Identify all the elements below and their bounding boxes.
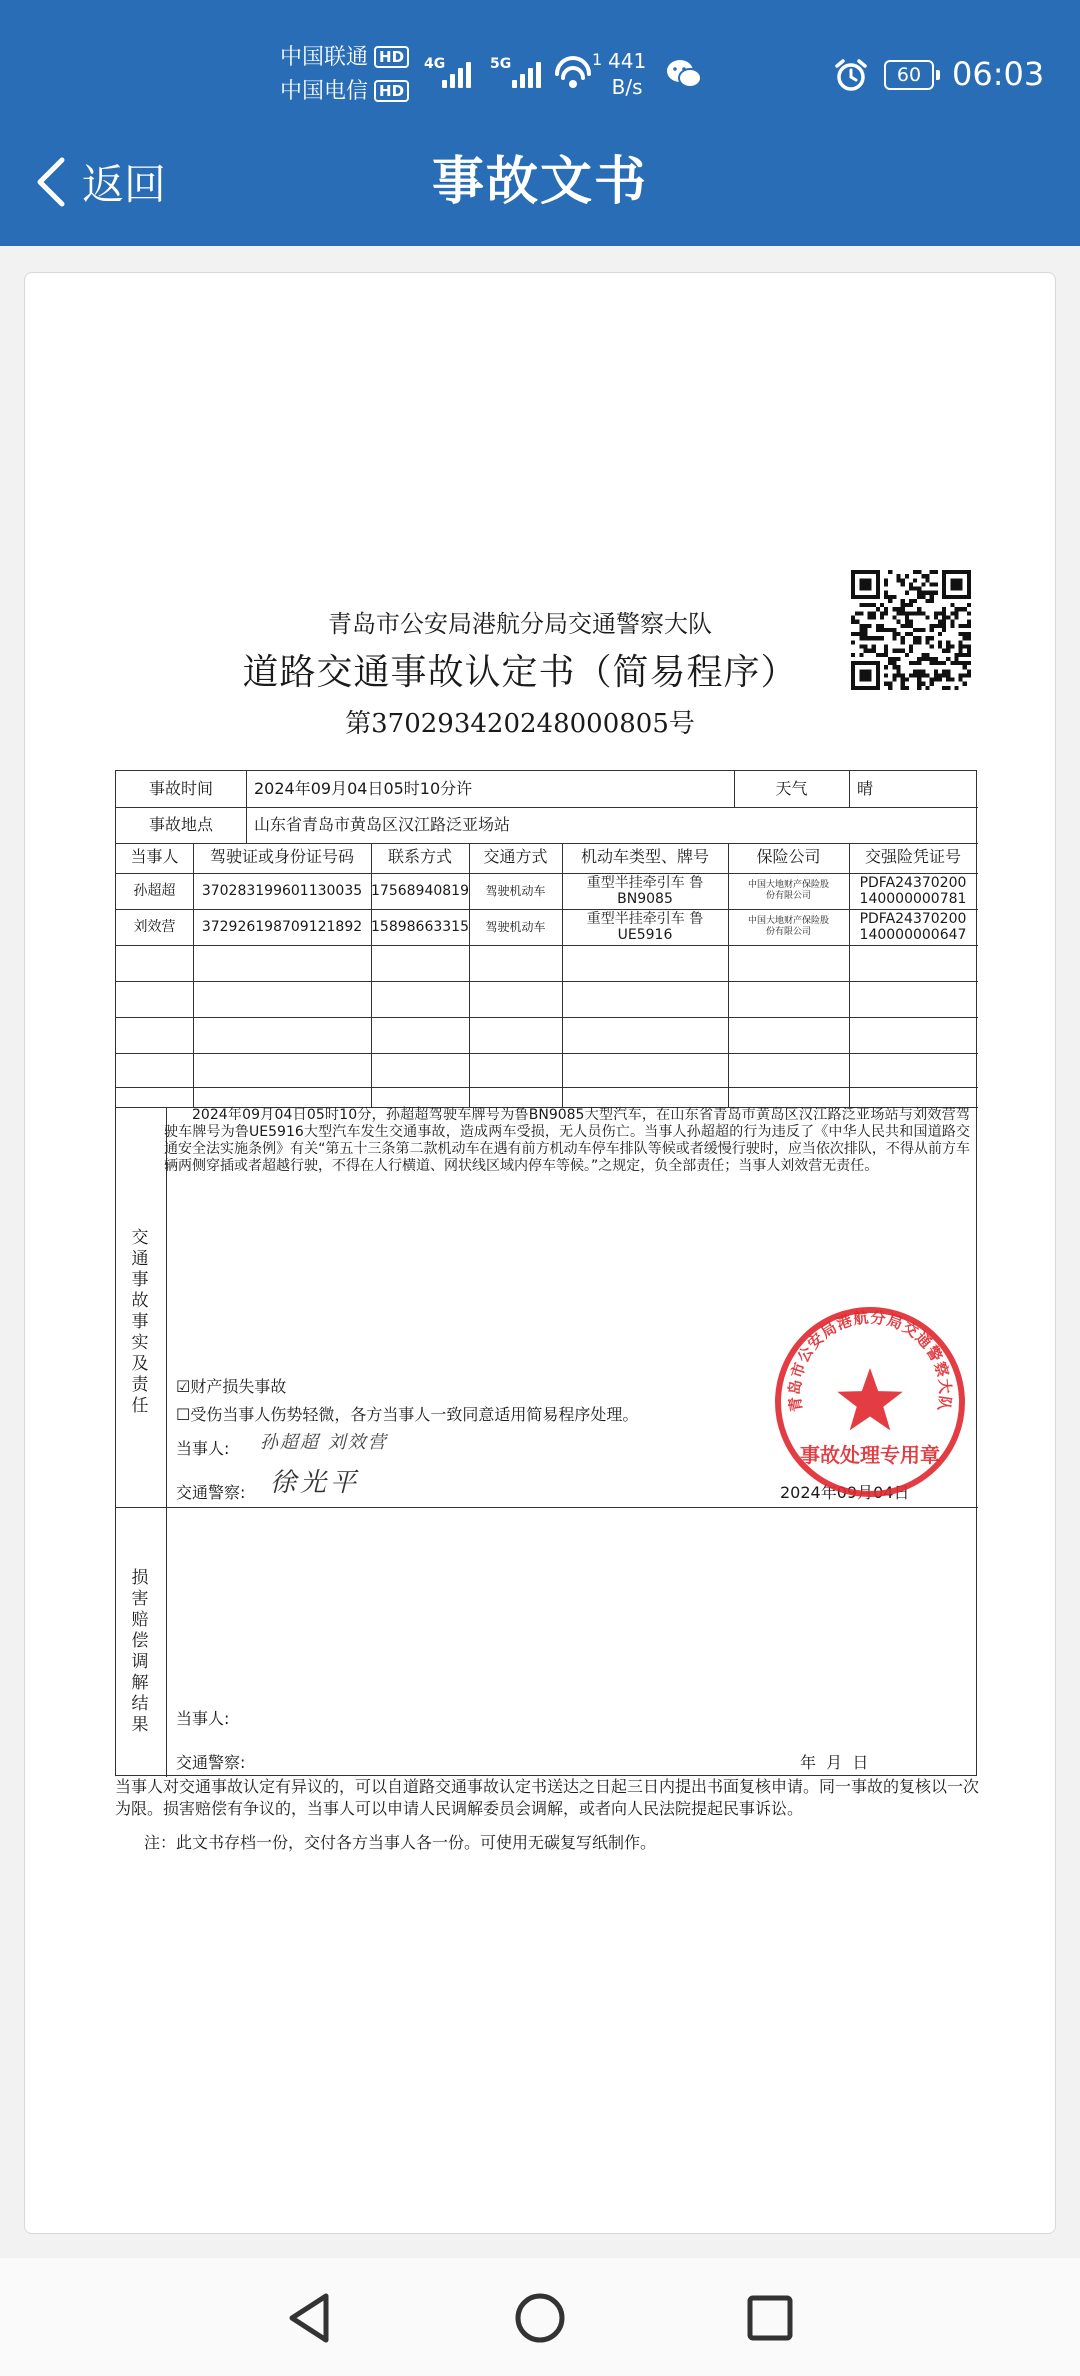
police-handwritten-signature: 徐光平 xyxy=(270,1468,361,1498)
col-header-contact: 联系方式 xyxy=(387,847,452,866)
chevron-left-icon xyxy=(30,154,74,210)
carrier-2 xyxy=(280,78,409,106)
recents-square-icon[interactable] xyxy=(734,2282,806,2354)
network-type-2: 5G xyxy=(490,56,512,72)
vehicle-line-1: 重型半挂牵引车 鲁 xyxy=(586,874,704,891)
carrier-2-name: 中国电信 xyxy=(280,79,369,104)
mediation-section-label: 损害赔偿调解结果 xyxy=(131,1568,149,1735)
mediation-police-label: 交通警察: xyxy=(176,1753,246,1772)
insurer-line-1: 中国大地财产保险股 xyxy=(747,915,829,926)
net-speed xyxy=(608,48,646,100)
party-phone: 17568940819 xyxy=(371,882,469,899)
party-policy xyxy=(849,873,977,908)
back-label: 返回 xyxy=(82,160,167,209)
party-name: 刘效营 xyxy=(133,918,176,935)
document-title: 道路交通事故认定书（简易程序） xyxy=(242,652,798,693)
appeal-notice-text: 当事人对交通事故认定有异议的，可以自道路交通事故认定书送达之日起三日内提出书面复核申请。同一事故的复核以一次为限。损害赔偿有争议的，当事人可以申请人民调解委员会调解，或者向人民法院提起民事诉讼。 xyxy=(115,1777,980,1818)
col-header-transport: 交通方式 xyxy=(483,847,548,866)
page-title: 事故文书 xyxy=(431,152,648,212)
party-insurer xyxy=(728,873,849,908)
accident-time-value: 2024年09月04日05时10分许 xyxy=(254,778,473,798)
accident-facts-text: 2024年09月04日05时10分，孙超超驾驶车牌号为鲁BN9085大型汽车，在山东省青岛市黄岛区汉江路泛亚场站与刘效营驾驶车牌号为鲁UE5916大型汽车发生交通事故，造成两车受损，无人员伤亡。当事人孙超超的行为违反了《中华人民共和国道路交通安全法实施条例》有关“第五十三条第二款机动车在遇有前方机动车停车排队等候或者缓慢行驶时，应当依次排队，不得从前方车辆两侧穿插或者超越行驶，不得在人行横道、网状线区域内停车等候。”之规定，负全部责任；当事人刘效营无责任。 xyxy=(164,1107,970,1174)
document-number: 第370293420248000805号 xyxy=(345,709,695,739)
hd-badge: HD xyxy=(374,80,409,102)
wechat-icon xyxy=(666,58,702,90)
weather-value: 晴 xyxy=(857,778,874,798)
party-transport: 驾驶机动车 xyxy=(485,883,546,898)
battery-icon xyxy=(884,60,934,90)
copies-note-text: 注：此文书存档一份，交付各方当事人各一份。可使用无碳复写纸制作。 xyxy=(144,1833,657,1852)
party-vehicle xyxy=(562,873,728,908)
weather-label: 天气 xyxy=(775,778,808,798)
col-header-vehicle: 机动车类型、牌号 xyxy=(580,847,709,866)
svg-text:事故处理专用章: 事故处理专用章 xyxy=(800,1443,940,1467)
party-insurer xyxy=(728,909,849,944)
insurer-line-2: 份有限公司 xyxy=(765,890,811,901)
mediation-date-blank: 年 月 日 xyxy=(800,1753,869,1772)
vehicle-line-2: BN9085 xyxy=(617,890,673,907)
col-header-insurer: 保险公司 xyxy=(756,847,821,866)
status-time: 06:03 xyxy=(952,55,1045,93)
network-type-1: 4G xyxy=(424,56,446,72)
party-policy xyxy=(849,909,977,944)
vehicle-line-1: 重型半挂牵引车 鲁 xyxy=(586,910,704,927)
hd-badge: HD xyxy=(374,46,409,68)
wifi-badge: 1 xyxy=(592,50,603,69)
back-button[interactable] xyxy=(30,150,166,214)
accident-location-value: 山东省青岛市黄岛区汉江路泛亚场站 xyxy=(254,814,511,834)
property-damage-checkbox: ☑财产损失事故 xyxy=(176,1377,287,1396)
col-header-license: 驾驶证或身份证号码 xyxy=(209,847,354,866)
net-speed-value: 441 xyxy=(608,49,647,73)
carrier-1 xyxy=(280,44,409,72)
system-navigation-bar xyxy=(0,2258,1080,2376)
status-bar xyxy=(0,0,1080,140)
wifi-icon xyxy=(553,54,593,94)
party-phone: 15898663315 xyxy=(371,918,469,935)
party-vehicle xyxy=(562,909,728,944)
party-license: 370283199601130035 xyxy=(201,882,363,899)
policy-line-2: 140000000647 xyxy=(859,926,967,943)
party-transport: 驾驶机动车 xyxy=(485,919,546,934)
battery-level: 60 xyxy=(896,64,922,86)
police-signature-label: 交通警察: xyxy=(176,1483,246,1502)
party-signature-label: 当事人: xyxy=(176,1439,230,1458)
policy-line-2: 140000000781 xyxy=(859,890,967,907)
party-name: 孙超超 xyxy=(133,882,176,899)
col-header-policy: 交强险凭证号 xyxy=(864,847,961,866)
col-header-party: 当事人 xyxy=(130,847,179,866)
party-handwritten-signatures: 孙超超 刘效营 xyxy=(260,1432,388,1453)
insurer-line-1: 中国大地财产保险股 xyxy=(747,879,829,890)
net-speed-unit: B/s xyxy=(611,75,643,99)
accident-time-label: 事故时间 xyxy=(148,778,213,798)
svg-text:青岛市公安局港航分局交通警察大队: 青岛市公安局港航分局交通警察大队 xyxy=(785,1308,955,1414)
minor-injury-checkbox: ☐受伤当事人伤势轻微，各方当事人一致同意适用简易程序处理。 xyxy=(176,1405,639,1424)
party-license: 372926198709121892 xyxy=(201,918,363,935)
alarm-icon xyxy=(834,58,868,92)
policy-line-1: PDFA24370200 xyxy=(859,874,967,891)
official-seal-stamp xyxy=(772,1304,968,1500)
vehicle-line-2: UE5916 xyxy=(617,926,673,943)
facts-section-label: 交通事故事实及责任 xyxy=(131,1228,149,1416)
policy-line-1: PDFA24370200 xyxy=(859,910,967,927)
app-header-bar xyxy=(0,0,1080,246)
insurer-line-2: 份有限公司 xyxy=(765,926,811,937)
signature-date: 2024年09月04日 xyxy=(780,1483,910,1502)
carrier-1-name: 中国联通 xyxy=(280,45,369,70)
agency-name: 青岛市公安局港航分局交通警察大队 xyxy=(328,610,712,638)
mediation-party-label: 当事人: xyxy=(176,1709,230,1728)
back-triangle-icon[interactable] xyxy=(274,2282,346,2354)
home-circle-icon[interactable] xyxy=(504,2282,576,2354)
accident-location-label: 事故地点 xyxy=(148,814,213,834)
